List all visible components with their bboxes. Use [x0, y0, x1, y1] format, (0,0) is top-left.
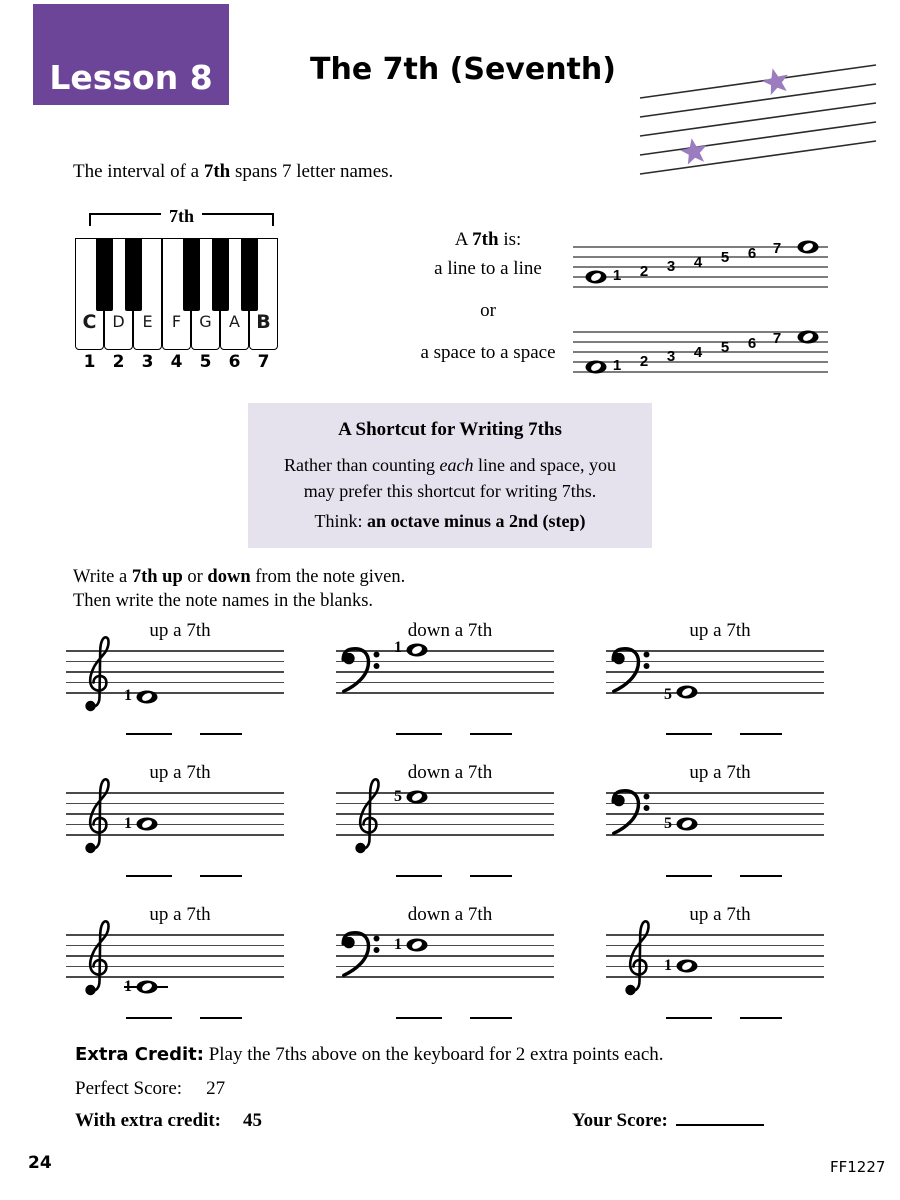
exercise-label: up a 7th [689, 620, 751, 641]
line-example-staff [573, 240, 828, 296]
key-label: G [199, 312, 212, 331]
finger-number: 5 [394, 788, 402, 806]
exercise-instructions [73, 565, 405, 613]
with-extra-credit-value: 45 [242, 1110, 262, 1131]
whole-note [676, 685, 698, 699]
key-label: A [229, 312, 240, 331]
shortcut-body-line1: Rather than counting each line and space, you [284, 455, 616, 475]
exercise-cell-1 [60, 616, 340, 758]
black-key [241, 238, 258, 311]
answer-blank [666, 733, 712, 735]
answer-blank [126, 733, 172, 735]
black-key [125, 238, 142, 311]
exercise-label: up a 7th [689, 762, 751, 783]
star-icon [678, 136, 709, 166]
bass-clef-icon [610, 789, 652, 835]
staff-line [573, 246, 828, 248]
exercise-label: up a 7th [149, 620, 211, 641]
whole-note [406, 938, 428, 952]
key-number: 1 [83, 352, 96, 372]
bracket-line [91, 213, 161, 215]
exercise-cell-4 [60, 758, 340, 900]
staff-line [573, 331, 828, 333]
exercise-label: down a 7th [407, 620, 493, 641]
whole-note [585, 270, 607, 284]
key-number: 5 [199, 352, 212, 372]
key-number: 4 [170, 352, 183, 372]
finger-number: 1 [394, 935, 402, 953]
key-label: B [256, 311, 271, 333]
exercise-cell-9 [600, 900, 880, 1042]
answer-blank [470, 875, 512, 877]
answer-blank [666, 875, 712, 877]
exercise-cell-6 [600, 758, 880, 900]
treble-clef-icon [622, 916, 652, 998]
finger-number: 1 [124, 977, 132, 995]
exercise-label: up a 7th [689, 904, 751, 925]
extra-credit-line: Extra Credit: Play the 7ths above on the keyboard for 2 extra points each. [75, 1044, 664, 1065]
whole-note [136, 980, 158, 994]
treble-clef-icon [82, 916, 112, 998]
space-example-staff [573, 331, 828, 381]
answer-blank [740, 733, 782, 735]
step-number: 5 [720, 249, 730, 266]
or-label: or [480, 300, 496, 321]
whole-note [676, 959, 698, 973]
key-number: 3 [141, 352, 154, 372]
answer-blank [200, 733, 242, 735]
bass-clef-icon [340, 647, 382, 693]
interval-bracket [89, 206, 274, 237]
exercise-label: up a 7th [149, 762, 211, 783]
key-numbers [75, 352, 280, 372]
whole-note [585, 360, 607, 374]
step-number: 4 [693, 253, 703, 271]
key-label: C [82, 311, 97, 333]
treble-clef-icon [352, 774, 382, 856]
answer-blank [200, 1017, 242, 1019]
exercise-cell-7 [60, 900, 340, 1042]
decorative-staff [632, 52, 884, 180]
step-number: 6 [747, 244, 757, 262]
answer-blank [396, 733, 442, 735]
exercise-cell-8 [330, 900, 610, 1042]
catalog-number: FF1227 [830, 1158, 886, 1176]
key-label: D [112, 312, 125, 331]
whole-note [797, 240, 819, 254]
finger-number: 1 [394, 639, 402, 656]
lesson-badge [33, 4, 229, 105]
black-key [212, 238, 229, 311]
key-number: 6 [228, 352, 241, 372]
step-number: 1 [612, 267, 622, 284]
extra-credit-label: Extra Credit: [75, 1044, 204, 1065]
key-label: E [142, 312, 153, 331]
bracket-tick [272, 213, 274, 226]
bracket-line [202, 213, 272, 215]
key-number: 7 [257, 352, 270, 372]
answer-blank [126, 1017, 172, 1019]
exercise-label: up a 7th [149, 904, 211, 925]
answer-blank [740, 1017, 782, 1019]
answer-blank [396, 1017, 442, 1019]
step-number: 1 [612, 357, 622, 374]
finger-number: 1 [664, 956, 672, 974]
page-number: 24 [28, 1153, 52, 1173]
answer-blank [200, 875, 242, 877]
intro-text: The interval of a 7th spans 7 letter names. [73, 161, 394, 182]
star-icon [760, 65, 792, 96]
score-blank [676, 1110, 764, 1126]
treble-clef-icon [82, 632, 112, 714]
shortcut-box [248, 403, 652, 548]
whole-note [136, 690, 158, 704]
shortcut-title: A Shortcut for Writing 7ths [338, 419, 562, 440]
answer-blank [666, 1017, 712, 1019]
answer-blank [126, 875, 172, 877]
answer-blank [396, 875, 442, 877]
whole-note [676, 817, 698, 831]
shortcut-think-line: Think: an octave minus a 2nd (step) [314, 511, 586, 531]
finger-number: 1 [124, 686, 132, 704]
perfect-score-line: Perfect Score: 27 [75, 1078, 226, 1099]
finger-number: 5 [664, 814, 672, 832]
treble-clef-icon [82, 774, 112, 856]
step-number: 2 [639, 352, 649, 370]
step-number: 7 [772, 330, 782, 347]
step-number: 4 [693, 343, 703, 361]
perfect-score-value: 27 [206, 1078, 226, 1099]
answer-blank [470, 1017, 512, 1019]
with-extra-credit-line: With extra credit: 45 [75, 1110, 262, 1131]
step-number: 5 [720, 339, 730, 356]
black-key [183, 238, 200, 311]
black-key [96, 238, 113, 311]
lesson-badge-label: Lesson 8 [49, 58, 213, 97]
bracket-label: 7th [169, 206, 195, 226]
step-number: 6 [747, 334, 757, 352]
page-title: The 7th (Seventh) [310, 52, 616, 87]
whole-note [797, 330, 819, 344]
exercise-cell-5 [330, 758, 610, 900]
exercise-label: down a 7th [407, 904, 493, 925]
whole-note [406, 643, 428, 657]
finger-number: 5 [664, 686, 672, 703]
whole-note [406, 790, 428, 804]
bass-clef-icon [610, 647, 652, 693]
shortcut-body-line2: may prefer this shortcut for writing 7ths. [303, 481, 597, 501]
step-number: 3 [666, 258, 676, 275]
answer-blank [470, 733, 512, 735]
staff-line [573, 286, 828, 288]
step-number: 7 [772, 240, 782, 257]
exercise-cell-2 [330, 616, 610, 758]
definition-heading: A 7th is: [454, 229, 522, 250]
finger-number: 1 [124, 814, 132, 832]
space-to-space-label: a space to a space [420, 342, 556, 363]
step-number: 2 [639, 262, 649, 280]
step-number: 3 [666, 348, 676, 365]
instructions-line1: Write a 7th up or down from the note given. [73, 567, 406, 587]
key-number: 2 [112, 352, 125, 372]
answer-blank [740, 875, 782, 877]
exercise-label: down a 7th [407, 762, 493, 783]
key-label: F [171, 312, 182, 331]
line-to-line-label: a line to a line [434, 258, 542, 279]
bass-clef-icon [340, 931, 382, 977]
your-score-line: Your Score: [572, 1110, 764, 1132]
instructions-line2: Then write the note names in the blanks. [73, 591, 374, 611]
exercise-cell-3 [600, 616, 880, 758]
piano-keyboard [75, 238, 280, 350]
whole-note [136, 817, 158, 831]
